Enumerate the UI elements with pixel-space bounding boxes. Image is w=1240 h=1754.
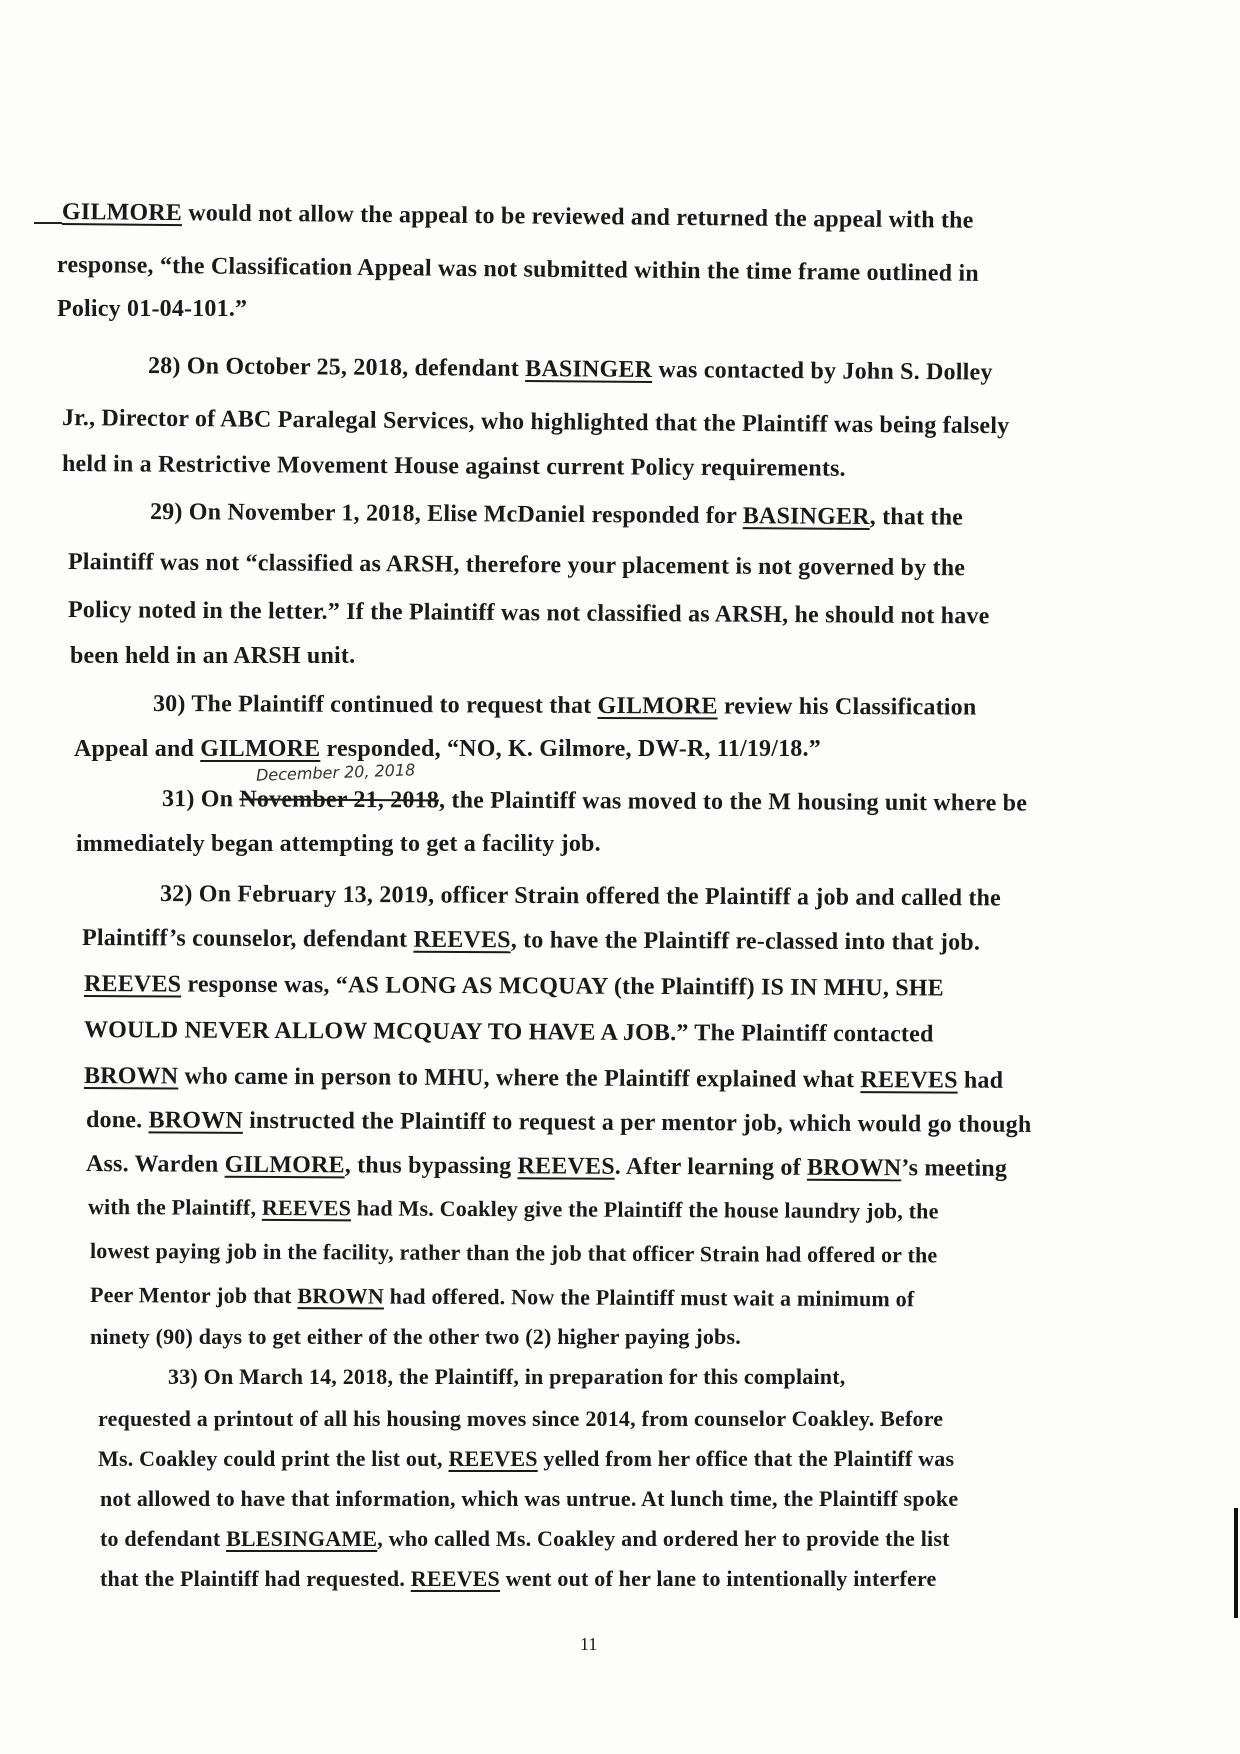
text-run: was contacted by John S. Dolley [652,356,993,386]
text-run: Plaintiff was not “classified as ARSH, therefore your placement is not governed by the [67,549,966,582]
text-line-31 [100,1568,936,1590]
text-run: . After learning of [614,1153,808,1181]
text-run: Policy noted in the letter.” If the Plaintiff was not classified as ARSH, he should not have [67,597,990,630]
text-line-29 [100,1488,958,1510]
name-gilmore: GILMORE [200,736,321,762]
text-run: went out of her lane to intentionally interfere [499,1566,937,1591]
text-run: yelled from her office that the Plaintiff was [537,1446,955,1471]
text-run: 31) On [161,786,240,813]
text-run: Ms. Coakley could print the list out, [98,1446,449,1471]
text-run: 32) On February 13, 2019, officer Strain offered the Plaintiff a job and called the [159,881,1002,912]
name-basinger: BASINGER [525,355,653,383]
text-run: to defendant [100,1526,227,1551]
text-run: Policy 01-04-101.” [57,296,248,322]
text-line-14 [76,832,601,856]
name-reeves: REEVES [261,1194,352,1221]
name-blesingame: BLESINGAME [226,1526,378,1551]
name-reeves: REEVES [860,1067,958,1094]
handwritten-correction: December 20, 2018 [255,760,416,785]
text-line-3 [57,297,247,321]
name-basinger: BASINGER [742,503,870,531]
text-line-13 [162,787,1027,816]
text-line-7 [150,500,963,530]
text-run: Plaintiff’s counselor, defendant [81,925,414,953]
text-run: that the Plaintiff had requested. [100,1566,411,1591]
text-run: ’s meeting [901,1155,1008,1182]
name-gilmore: GILMORE [61,199,183,227]
text-line-12 [74,737,821,761]
name-reeves: REEVES [413,926,511,954]
name-brown: BROWN [806,1154,902,1182]
text-line-26 [168,1366,845,1388]
text-run: held in a Restrictive Movement House against current Policy requirements. [61,451,846,482]
text-run: response was, “AS LONG AS MCQUAY (the Plaintiff) IS IN MHU, SHE [181,971,944,1002]
text-line-4 [148,354,993,385]
name-gilmore: GILMORE [224,1151,345,1179]
text-run: WOULD NEVER ALLOW MCQUAY TO HAVE A JOB.” The Plaintiff contacted [83,1017,934,1048]
text-line-24 [90,1284,915,1310]
name-brown: BROWN [83,1063,179,1090]
text-run: instructed the Plaintiff to request a per mentor job, which would go though [242,1107,1032,1138]
text-run: Peer Mentor job that [89,1282,298,1309]
text-run: not allowed to have that information, which was untrue. At lunch time, the Plaintiff spoke [100,1486,959,1511]
text-line-19 [84,1064,1003,1093]
text-run: 30) The Plaintiff continued to request that [152,691,598,719]
text-run: ninety (90) days to get either of the other two (2) higher paying jobs. [90,1324,741,1349]
text-line-20 [86,1108,1032,1137]
name-gilmore: GILMORE [597,692,718,720]
text-run: Appeal and [74,736,201,762]
text-run: done. [85,1107,149,1134]
text-line-21 [86,1152,1007,1181]
text-run: had [957,1067,1004,1094]
text-line-30 [100,1528,950,1550]
text-run: with the Plaintiff, [87,1194,262,1220]
text-line-8 [68,550,965,580]
text-line-9 [68,598,990,628]
text-line-16 [82,926,980,955]
text-line-6 [62,452,846,481]
name-reeves: REEVES [410,1566,500,1591]
leading-rule [34,222,62,224]
text-run: review his Classification [717,693,977,721]
text-run: had offered. Now the Plaintiff must wait a minimum of [383,1283,915,1312]
text-line-27 [98,1408,943,1430]
text-run: 29) On November 1, 2018, Elise McDaniel responded for [149,499,743,530]
text-line-5 [62,406,1010,438]
name-reeves: REEVES [448,1446,538,1471]
text-line-2 [57,253,979,286]
text-line-22 [88,1196,939,1222]
page-number: 11 [580,1634,598,1654]
struck-date: November 21, 2018 [239,786,440,814]
text-run: 33) On March 14, 2018, the Plaintiff, in preparation for this complaint, [168,1364,846,1389]
text-run: Ass. Warden [85,1151,225,1178]
text-line-15 [160,882,1001,910]
text-run: , that the [869,504,964,531]
text-run: had Ms. Coakley give the Plaintiff the house laundry job, the [351,1195,939,1224]
text-line-25 [90,1326,741,1348]
text-run: been held in an ARSH unit. [70,643,356,669]
text-line-10 [70,644,355,668]
text-run: responded, “NO, K. Gilmore, DW-R, 11/19/18.” [320,736,821,762]
text-run: , to have the Plaintiff re-classed into that job. [510,927,981,956]
text-line-28 [98,1448,954,1470]
text-line-23 [90,1240,938,1266]
text-run: 28) On October 25, 2018, defendant [147,353,526,382]
name-brown: BROWN [297,1283,385,1309]
name-reeves: REEVES [83,971,182,998]
text-line-1 [62,200,974,233]
text-run: , the Plaintiff was moved to the M housing unit where be [438,787,1028,817]
text-line-17 [84,972,944,1001]
text-run: would not allow the appeal to be reviewed and returned the appeal with the [181,200,974,234]
text-line-11 [153,692,977,720]
name-reeves: REEVES [517,1153,615,1180]
text-run: who came in person to MHU, where the Plaintiff explained what [178,1063,861,1094]
text-run: immediately began attempting to get a facility job. [76,831,601,857]
text-run: requested a printout of all his housing moves since 2014, from counselor Coakley. Before [98,1406,944,1431]
name-brown: BROWN [148,1107,243,1134]
text-run: response, “the Classification Appeal was not submitted within the time frame outlined in [56,252,979,287]
text-run: lowest paying job in the facility, rather than the job that officer Strain had offered or the [89,1238,938,1268]
text-run: , thus bypassing [344,1152,518,1180]
text-run: Jr., Director of ABC Paralegal Services, who highlighted that the Plaintiff was being falsely [61,405,1010,440]
text-line-18 [84,1018,934,1046]
scan-edge-mark [1234,1508,1238,1618]
text-run: , who called Ms. Coakley and ordered her to provide the list [377,1526,950,1551]
